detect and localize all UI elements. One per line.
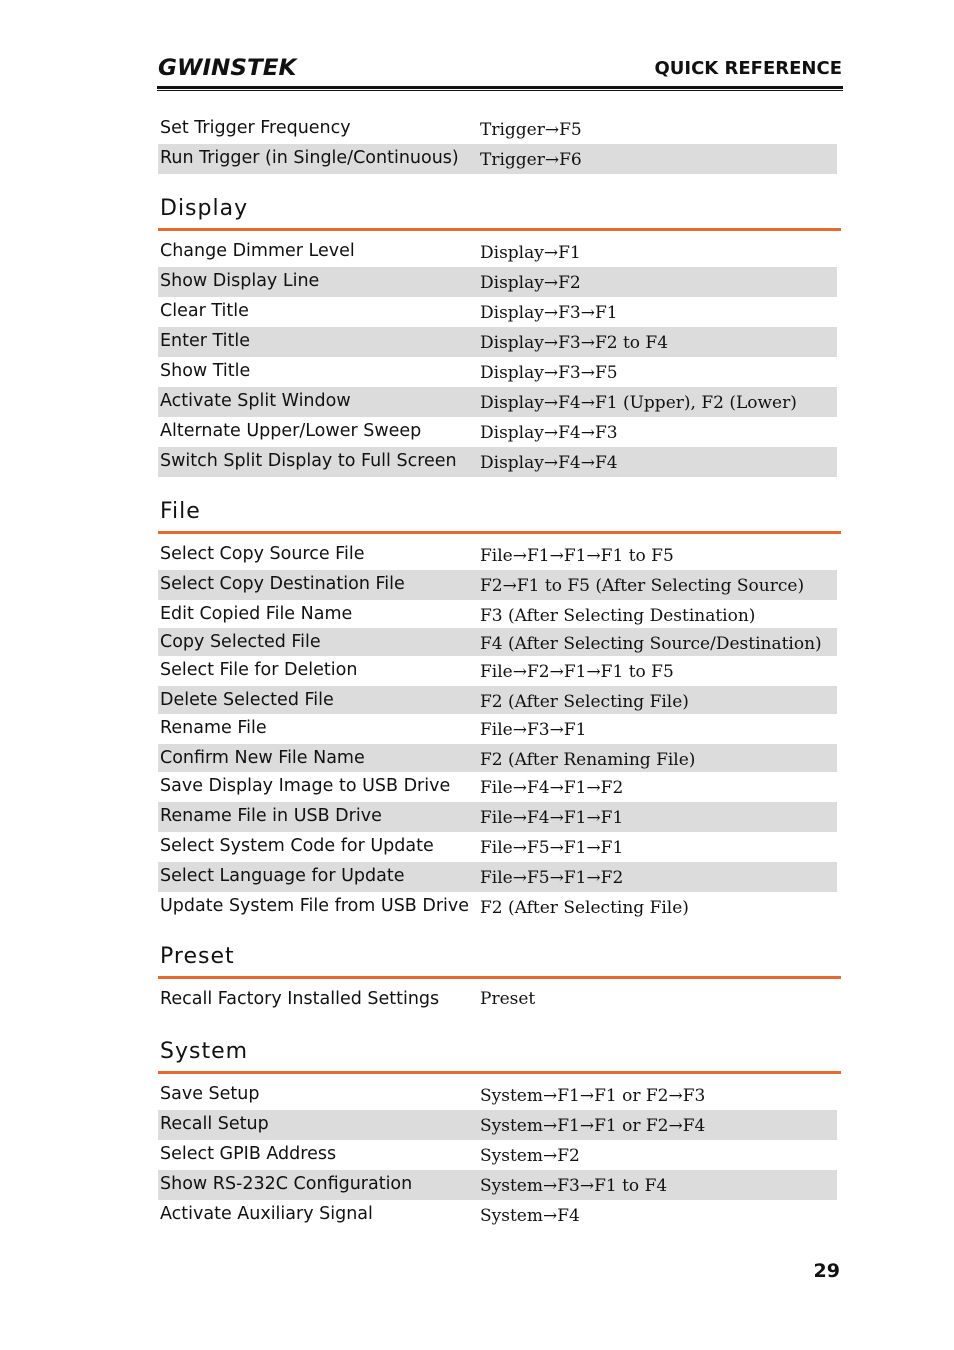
key-sequence: F2 (After Selecting File) — [480, 898, 689, 918]
key-sequence: File→F1→F1→F1 to F5 — [480, 546, 674, 566]
section-rule — [158, 531, 841, 534]
action-label: Clear Title — [160, 301, 249, 321]
key-sequence: Display→F4→F3 — [480, 423, 618, 443]
key-sequence: F4 (After Selecting Source/Destination) — [480, 634, 822, 654]
action-label: Switch Split Display to Full Screen — [160, 451, 457, 471]
action-label: Select GPIB Address — [160, 1144, 337, 1164]
table-row — [158, 114, 837, 144]
table-row — [158, 357, 837, 387]
key-sequence: F3 (After Selecting Destination) — [480, 606, 756, 626]
key-sequence: F2→F1 to F5 (After Selecting Source) — [480, 576, 805, 596]
key-sequence: File→F5→F1→F1 — [480, 838, 624, 858]
action-label: Delete Selected File — [160, 690, 334, 710]
key-sequence: Preset — [480, 989, 536, 1009]
key-sequence: Display→F4→F1 (Upper), F2 (Lower) — [480, 393, 797, 413]
table-row — [158, 267, 837, 297]
table-row — [158, 772, 837, 802]
section-rule — [158, 1071, 841, 1074]
table-row — [158, 387, 837, 417]
table-row — [158, 417, 837, 447]
key-sequence: System→F3→F1 to F4 — [480, 1176, 668, 1196]
table-row — [158, 1140, 837, 1170]
table-row — [158, 744, 837, 772]
table-row — [158, 892, 837, 922]
table-row — [158, 686, 837, 714]
table-row — [158, 832, 837, 862]
table-row — [158, 714, 837, 744]
section-display — [158, 192, 838, 477]
key-sequence: System→F1→F1 or F2→F3 — [480, 1086, 706, 1106]
key-sequence: Display→F4→F4 — [480, 453, 618, 473]
action-label: Set Trigger Frequency — [160, 118, 351, 138]
action-label: Activate Auxiliary Signal — [160, 1204, 373, 1224]
section-title: Preset — [160, 944, 235, 969]
action-label: Show Display Line — [160, 271, 320, 291]
key-sequence: Trigger→F5 — [480, 120, 582, 140]
action-label: Activate Split Window — [160, 391, 351, 411]
table-row — [158, 656, 837, 686]
action-label: Save Setup — [160, 1084, 260, 1104]
trigger-table — [158, 114, 838, 174]
table-row — [158, 144, 837, 174]
key-sequence: F2 (After Selecting File) — [480, 692, 689, 712]
header-rule-thin — [157, 90, 843, 91]
section-title: System — [160, 1039, 249, 1064]
table-row — [158, 1200, 837, 1230]
section-rule — [158, 228, 841, 231]
action-label: Show Title — [160, 361, 251, 381]
key-sequence: Display→F3→F5 — [480, 363, 618, 383]
table-row — [158, 802, 837, 832]
header-section-label: QUICK REFERENCE — [654, 58, 842, 79]
key-sequence: System→F1→F1 or F2→F4 — [480, 1116, 706, 1136]
table-row — [158, 600, 837, 628]
key-sequence: F2 (After Renaming File) — [480, 750, 696, 770]
table-row — [158, 985, 837, 1015]
key-sequence: File→F4→F1→F2 — [480, 778, 624, 798]
action-label: Run Trigger (in Single/Continuous) — [160, 148, 459, 168]
action-label: Select Copy Destination File — [160, 574, 405, 594]
table-row — [158, 1170, 837, 1200]
action-label: Confirm New File Name — [160, 748, 365, 768]
action-label: Select System Code for Update — [160, 836, 434, 856]
section-file — [158, 495, 838, 922]
key-sequence: Trigger→F6 — [480, 150, 582, 170]
action-label: Change Dimmer Level — [160, 241, 355, 261]
action-label: Select Language for Update — [160, 866, 405, 886]
table-row — [158, 628, 837, 656]
table-row — [158, 327, 837, 357]
key-sequence: Display→F3→F2 to F4 — [480, 333, 669, 353]
action-label: Rename File in USB Drive — [160, 806, 382, 826]
page-number: 29 — [813, 1260, 840, 1282]
key-sequence: File→F4→F1→F1 — [480, 808, 624, 828]
action-label: Copy Selected File — [160, 632, 321, 652]
key-sequence: File→F3→F1 — [480, 720, 587, 740]
brand-logo: GWINSTEK — [158, 56, 297, 81]
action-label: Alternate Upper/Lower Sweep — [160, 421, 422, 441]
table-row — [158, 1080, 837, 1110]
header-rule — [157, 86, 843, 89]
table-row — [158, 297, 837, 327]
section-rule — [158, 976, 841, 979]
table-row — [158, 237, 837, 267]
key-sequence: Display→F2 — [480, 273, 581, 293]
action-label: Select Copy Source File — [160, 544, 365, 564]
section-title: File — [160, 499, 201, 524]
page-header — [158, 56, 842, 86]
key-sequence: Display→F1 — [480, 243, 581, 263]
key-sequence: Display→F3→F1 — [480, 303, 618, 323]
action-label: Recall Factory Installed Settings — [160, 989, 440, 1009]
action-label: Select File for Deletion — [160, 660, 358, 680]
table-row — [158, 447, 837, 477]
action-label: Enter Title — [160, 331, 251, 351]
table-row — [158, 862, 837, 892]
table-row — [158, 570, 837, 600]
key-sequence: System→F2 — [480, 1146, 580, 1166]
key-sequence: System→F4 — [480, 1206, 580, 1226]
key-sequence: File→F5→F1→F2 — [480, 868, 624, 888]
key-sequence: File→F2→F1→F1 to F5 — [480, 662, 674, 682]
section-title: Display — [160, 196, 249, 221]
table-row — [158, 540, 837, 570]
action-label: Save Display Image to USB Drive — [160, 776, 451, 796]
action-label: Show RS-232C Configuration — [160, 1174, 413, 1194]
action-label: Update System File from USB Drive — [160, 896, 470, 916]
action-label: Recall Setup — [160, 1114, 269, 1134]
action-label: Rename File — [160, 718, 267, 738]
section-preset — [158, 940, 838, 1015]
table-row — [158, 1110, 837, 1140]
action-label: Edit Copied File Name — [160, 604, 353, 624]
section-system — [158, 1035, 838, 1230]
